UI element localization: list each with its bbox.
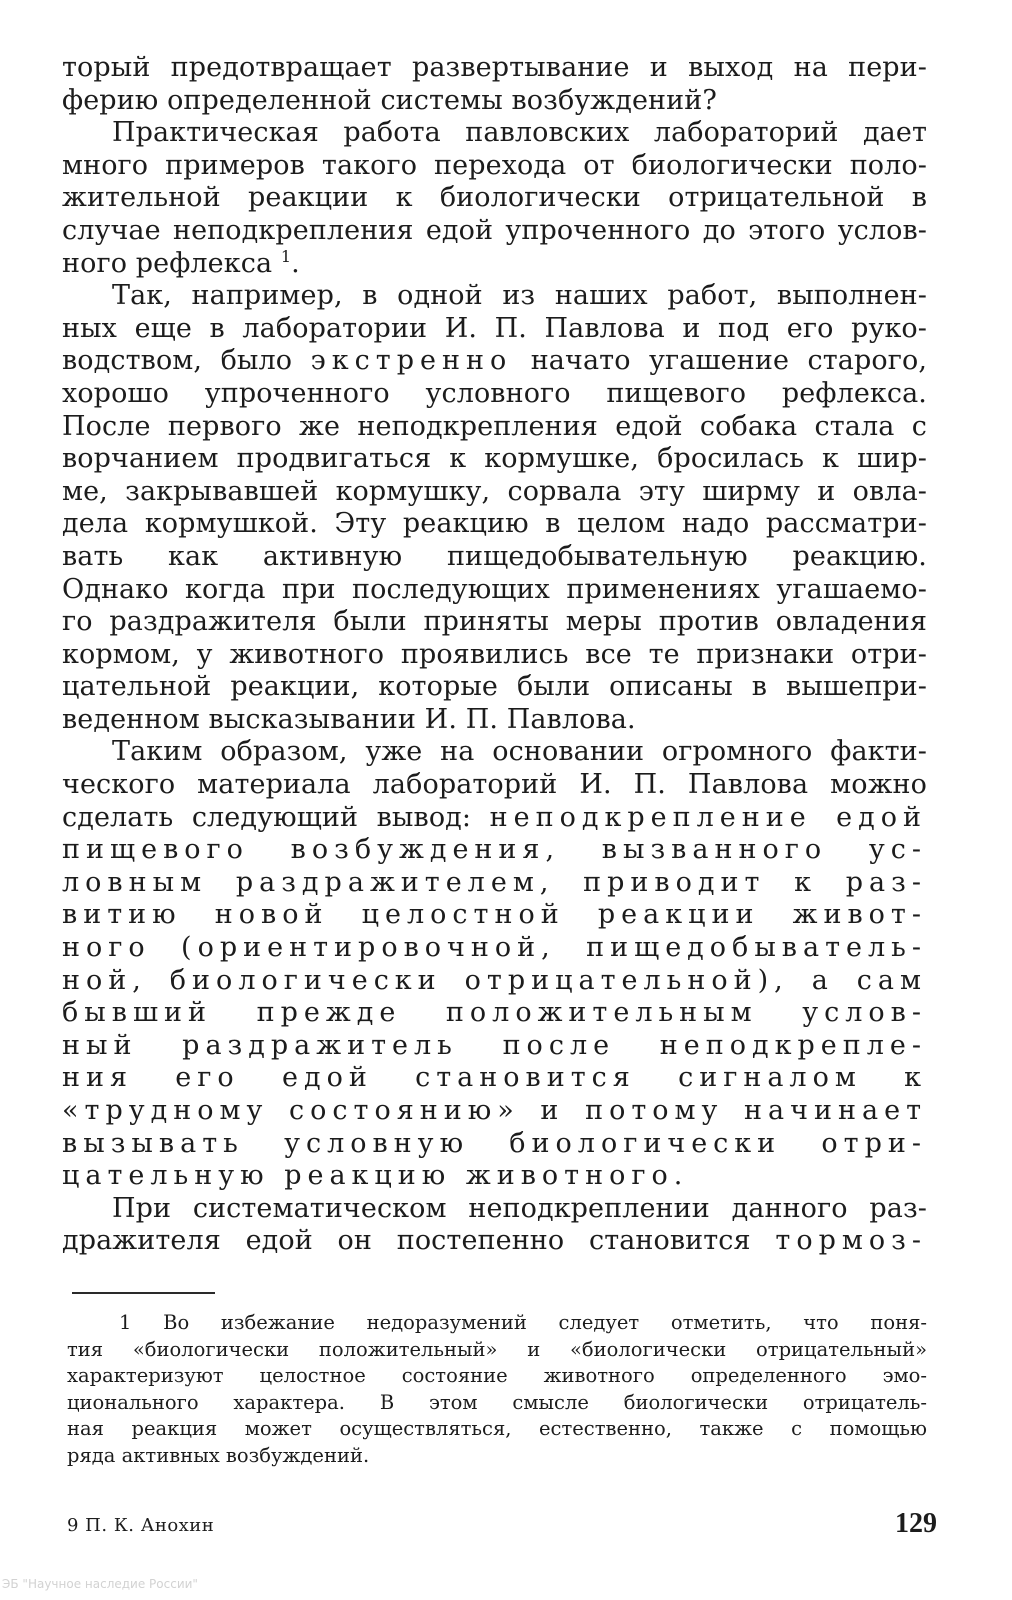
spaced-text: ный раздражитель после неподкрепле- xyxy=(62,1029,927,1061)
spaced-text: витию новой целостной реакции живот- xyxy=(62,899,927,931)
signature-mark: 9 П. К. Анохин xyxy=(67,1515,215,1536)
text-line xyxy=(62,639,927,672)
text-line xyxy=(62,802,927,835)
text-run: цательной реакции, которые были описаны в вышепри- xyxy=(62,671,927,703)
text-line xyxy=(62,1095,927,1128)
text-run: ворчанием продвигаться к кормушке, бросилась к шир- xyxy=(62,443,927,475)
text-run: кормом, у животного проявились все те признаки отри- xyxy=(62,638,927,670)
text-line xyxy=(62,215,927,248)
text-run: водством, было xyxy=(62,345,311,377)
text-line xyxy=(62,997,927,1030)
spaced-text: ния его едой становится сигналом к xyxy=(62,1062,927,1094)
spaced-text: пищевого возбуждения, вызванного ус- xyxy=(62,834,927,866)
spaced-text: цательную реакцию животного. xyxy=(62,1160,689,1192)
footnote-line: ная реакция может осуществляться, естественно, также с помощью xyxy=(67,1417,927,1440)
text-line xyxy=(62,574,927,607)
text-line xyxy=(62,182,927,215)
text-line xyxy=(62,508,927,541)
text-line xyxy=(62,1128,927,1161)
text-run: ме, закрывавшей кормушку, сорвала эту ширму и овла- xyxy=(62,475,927,507)
main-text xyxy=(62,52,927,1258)
text-line xyxy=(62,867,927,900)
watermark: ЭБ "Научное наследие России" xyxy=(2,1577,198,1591)
text-line xyxy=(62,769,927,802)
text-run: ного рефлекса xyxy=(62,247,273,279)
text-line xyxy=(62,476,927,509)
text-run: случае неподкрепления едой упроченного до этого услов- xyxy=(62,214,927,246)
text-line xyxy=(62,411,927,444)
text-run: дела кормушкой. Эту реакцию в целом надо рассматри- xyxy=(62,508,927,540)
text-line xyxy=(62,736,927,769)
text-run: жительной реакции к биологически отрицательной в xyxy=(62,182,927,214)
text-line xyxy=(62,52,927,85)
text-run: вать как активную пищедобывательную реакцию. xyxy=(62,540,927,572)
text-run: сделать следующий вывод: xyxy=(62,801,490,833)
text-line xyxy=(62,443,927,476)
text-run: ферию определенной системы возбуждений? xyxy=(62,84,717,116)
spaced-text: ловным раздражителем, приводит к раз- xyxy=(62,866,927,898)
page-number: 129 xyxy=(895,1508,937,1539)
text-run: Таким образом, уже на основании огромного факти- xyxy=(112,736,927,768)
text-line xyxy=(62,248,927,281)
text-run: . xyxy=(291,247,300,279)
footnote-divider xyxy=(72,1292,215,1294)
text-run: Так, например, в одной из наших работ, выполнен- xyxy=(112,280,927,312)
spaced-text: вызывать условную биологически отри- xyxy=(62,1127,927,1159)
text-run: веденном высказывании И. П. Павлова. xyxy=(62,703,636,735)
text-line xyxy=(62,378,927,411)
text-run: начато угашение старого, xyxy=(512,345,928,377)
spaced-text: тормоз- xyxy=(775,1225,927,1257)
spaced-text: «трудному состоянию» и потому начинает xyxy=(62,1095,927,1126)
text-run: хорошо упроченного условного пищевого рефлекса. xyxy=(62,377,927,409)
text-line xyxy=(62,1193,927,1226)
footnote-marker[interactable]: 1 xyxy=(280,246,292,266)
text-line xyxy=(62,834,927,867)
text-line xyxy=(62,1062,927,1095)
spaced-text: ного (ориентировочной, пищедобыватель- xyxy=(62,932,927,964)
text-line xyxy=(62,965,927,998)
text-line xyxy=(62,1160,927,1193)
footnote xyxy=(67,1310,927,1469)
spaced-text: бывший прежде положительным услов- xyxy=(62,997,927,1029)
spaced-text: неподкрепление едой xyxy=(489,801,927,833)
footnote-line: характеризуют целостное состояние животного определенного эмо- xyxy=(67,1364,927,1387)
text-line xyxy=(62,1225,927,1258)
text-line xyxy=(62,345,927,378)
text-line xyxy=(62,1030,927,1063)
spaced-text: экстренно xyxy=(310,345,513,377)
text-line xyxy=(62,932,927,965)
text-line xyxy=(62,313,927,346)
text-run: После первого же неподкрепления едой собака стала с xyxy=(62,410,927,442)
text-line xyxy=(62,671,927,704)
text-run: При систематическом неподкреплении данного раз- xyxy=(112,1192,927,1224)
footnote-line: 1 Во избежание недоразумений следует отметить, что поня- xyxy=(119,1311,927,1334)
text-line xyxy=(62,150,927,183)
footnote-line: ряда активных возбуждений. xyxy=(67,1443,370,1467)
text-run: Однако когда при последующих применениях угашаемо- xyxy=(62,573,927,605)
text-line xyxy=(62,541,927,574)
text-line xyxy=(62,117,927,150)
text-line xyxy=(62,85,927,118)
footnote-line: ционального характера. В этом смысле биологически отрицатель- xyxy=(67,1390,927,1414)
footnote-line: тия «биологически положительный» и «биологически отрицательный» xyxy=(67,1337,927,1361)
text-run: торый предотвращает развертывание и выход на пери- xyxy=(62,52,927,83)
spaced-text: ной, биологически отрицательной), а сам xyxy=(62,964,927,996)
text-run: дражителя едой он постепенно становится xyxy=(62,1225,776,1257)
text-run: много примеров такого перехода от биологически поло- xyxy=(62,149,927,181)
text-line xyxy=(62,606,927,639)
text-line xyxy=(62,704,927,737)
text-run: ных еще в лаборатории И. П. Павлова и под его руко- xyxy=(62,312,927,344)
text-run: Практическая работа павловских лабораторий дает xyxy=(112,117,927,149)
text-run: го раздражителя были приняты меры против овладения xyxy=(62,606,927,638)
text-run: ческого материала лабораторий И. П. Павлова можно xyxy=(62,769,927,801)
text-line xyxy=(62,899,927,932)
text-line xyxy=(62,280,927,313)
